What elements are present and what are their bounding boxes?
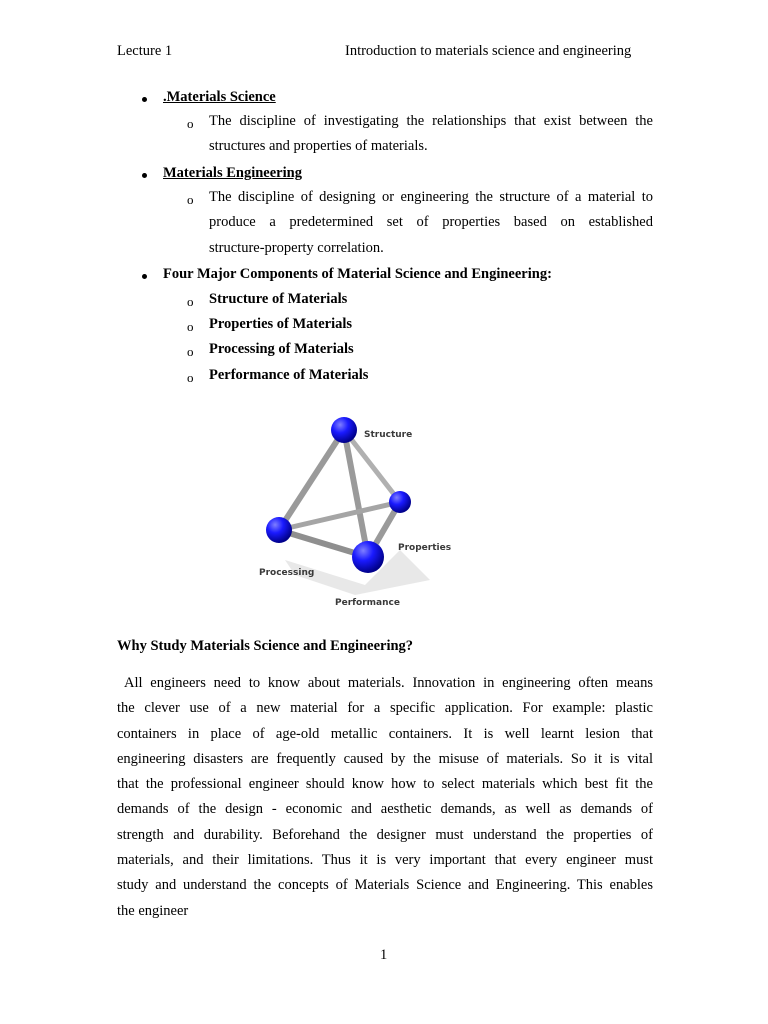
bullet-marker: [142, 97, 147, 102]
text-line: the clever use of a new material for a specific application. For example: plastic: [117, 700, 653, 717]
bullet-title-materials-science: .Materials Science: [163, 89, 276, 105]
component-properties: Properties of Materials: [209, 316, 353, 332]
node-processing: [266, 517, 292, 543]
tetrahedron-figure: [255, 410, 455, 610]
text-line: structures and properties of materials.: [209, 138, 428, 155]
text-line: The discipline of designing or engineering the structure of a material to: [209, 189, 653, 205]
component-processing: Processing of Materials: [209, 341, 354, 357]
page-number: 1: [380, 947, 388, 963]
label-performance: Performance: [335, 598, 400, 608]
header-left: Lecture 1: [117, 43, 173, 59]
label-properties: Properties: [398, 543, 452, 553]
sub-marker: o: [187, 370, 194, 385]
bullet-marker: [142, 173, 147, 178]
text-line: produce a predetermined set of properties based on established: [209, 214, 653, 231]
text-line: The discipline of investigating the relationships that exist between the: [209, 113, 653, 129]
component-structure: Structure of Materials: [209, 291, 348, 307]
component-performance: Performance of Materials: [209, 367, 369, 383]
text-line: strength and durability. Beforehand the designer must understand the properties of: [117, 826, 653, 843]
text-line: study and understand the concepts of Materials Science and Engineering. This enables: [117, 877, 653, 894]
node-structure: [331, 417, 357, 443]
text-line: structure-property correlation.: [209, 239, 384, 256]
sub-marker: o: [187, 294, 194, 309]
sub-marker: o: [187, 192, 194, 207]
text-line: demands of the design - economic and aesthetic demands, as well as demands of: [117, 801, 653, 818]
bullet-title-materials-engineering: Materials Engineering: [163, 165, 302, 181]
section-heading: Why Study Materials Science and Engineering?: [117, 638, 414, 654]
sub-marker: o: [187, 344, 194, 359]
node-performance: [352, 541, 384, 573]
text-line: materials, and their limitations. Thus it is very important that every engineer must: [117, 852, 653, 869]
text-line: that the professional engineer should know how to select materials which best fit the: [117, 776, 653, 793]
text-line: the engineer: [117, 902, 189, 919]
text-line: engineering disasters are frequently caused by the misuse of materials. So it is vital: [117, 750, 653, 767]
text-line: All engineers need to know about materials. Innovation in engineering often means: [117, 675, 653, 691]
sub-marker: o: [187, 319, 194, 334]
bullet-title-four-components: Four Major Components of Material Science and Engineering:: [163, 266, 552, 282]
materials-science-definition: [209, 109, 653, 160]
text-line: containers in place of age-old metallic containers. It is well learnt lesion that: [117, 725, 653, 742]
label-structure: Structure: [364, 430, 413, 440]
node-properties: [389, 491, 411, 513]
header-right: Introduction to materials science and engineering: [345, 43, 632, 59]
materials-engineering-definition: [209, 185, 653, 261]
sub-marker: o: [187, 116, 194, 131]
section-paragraph: [117, 671, 653, 924]
bullet-marker: [142, 274, 147, 279]
label-processing: Processing: [259, 568, 315, 578]
